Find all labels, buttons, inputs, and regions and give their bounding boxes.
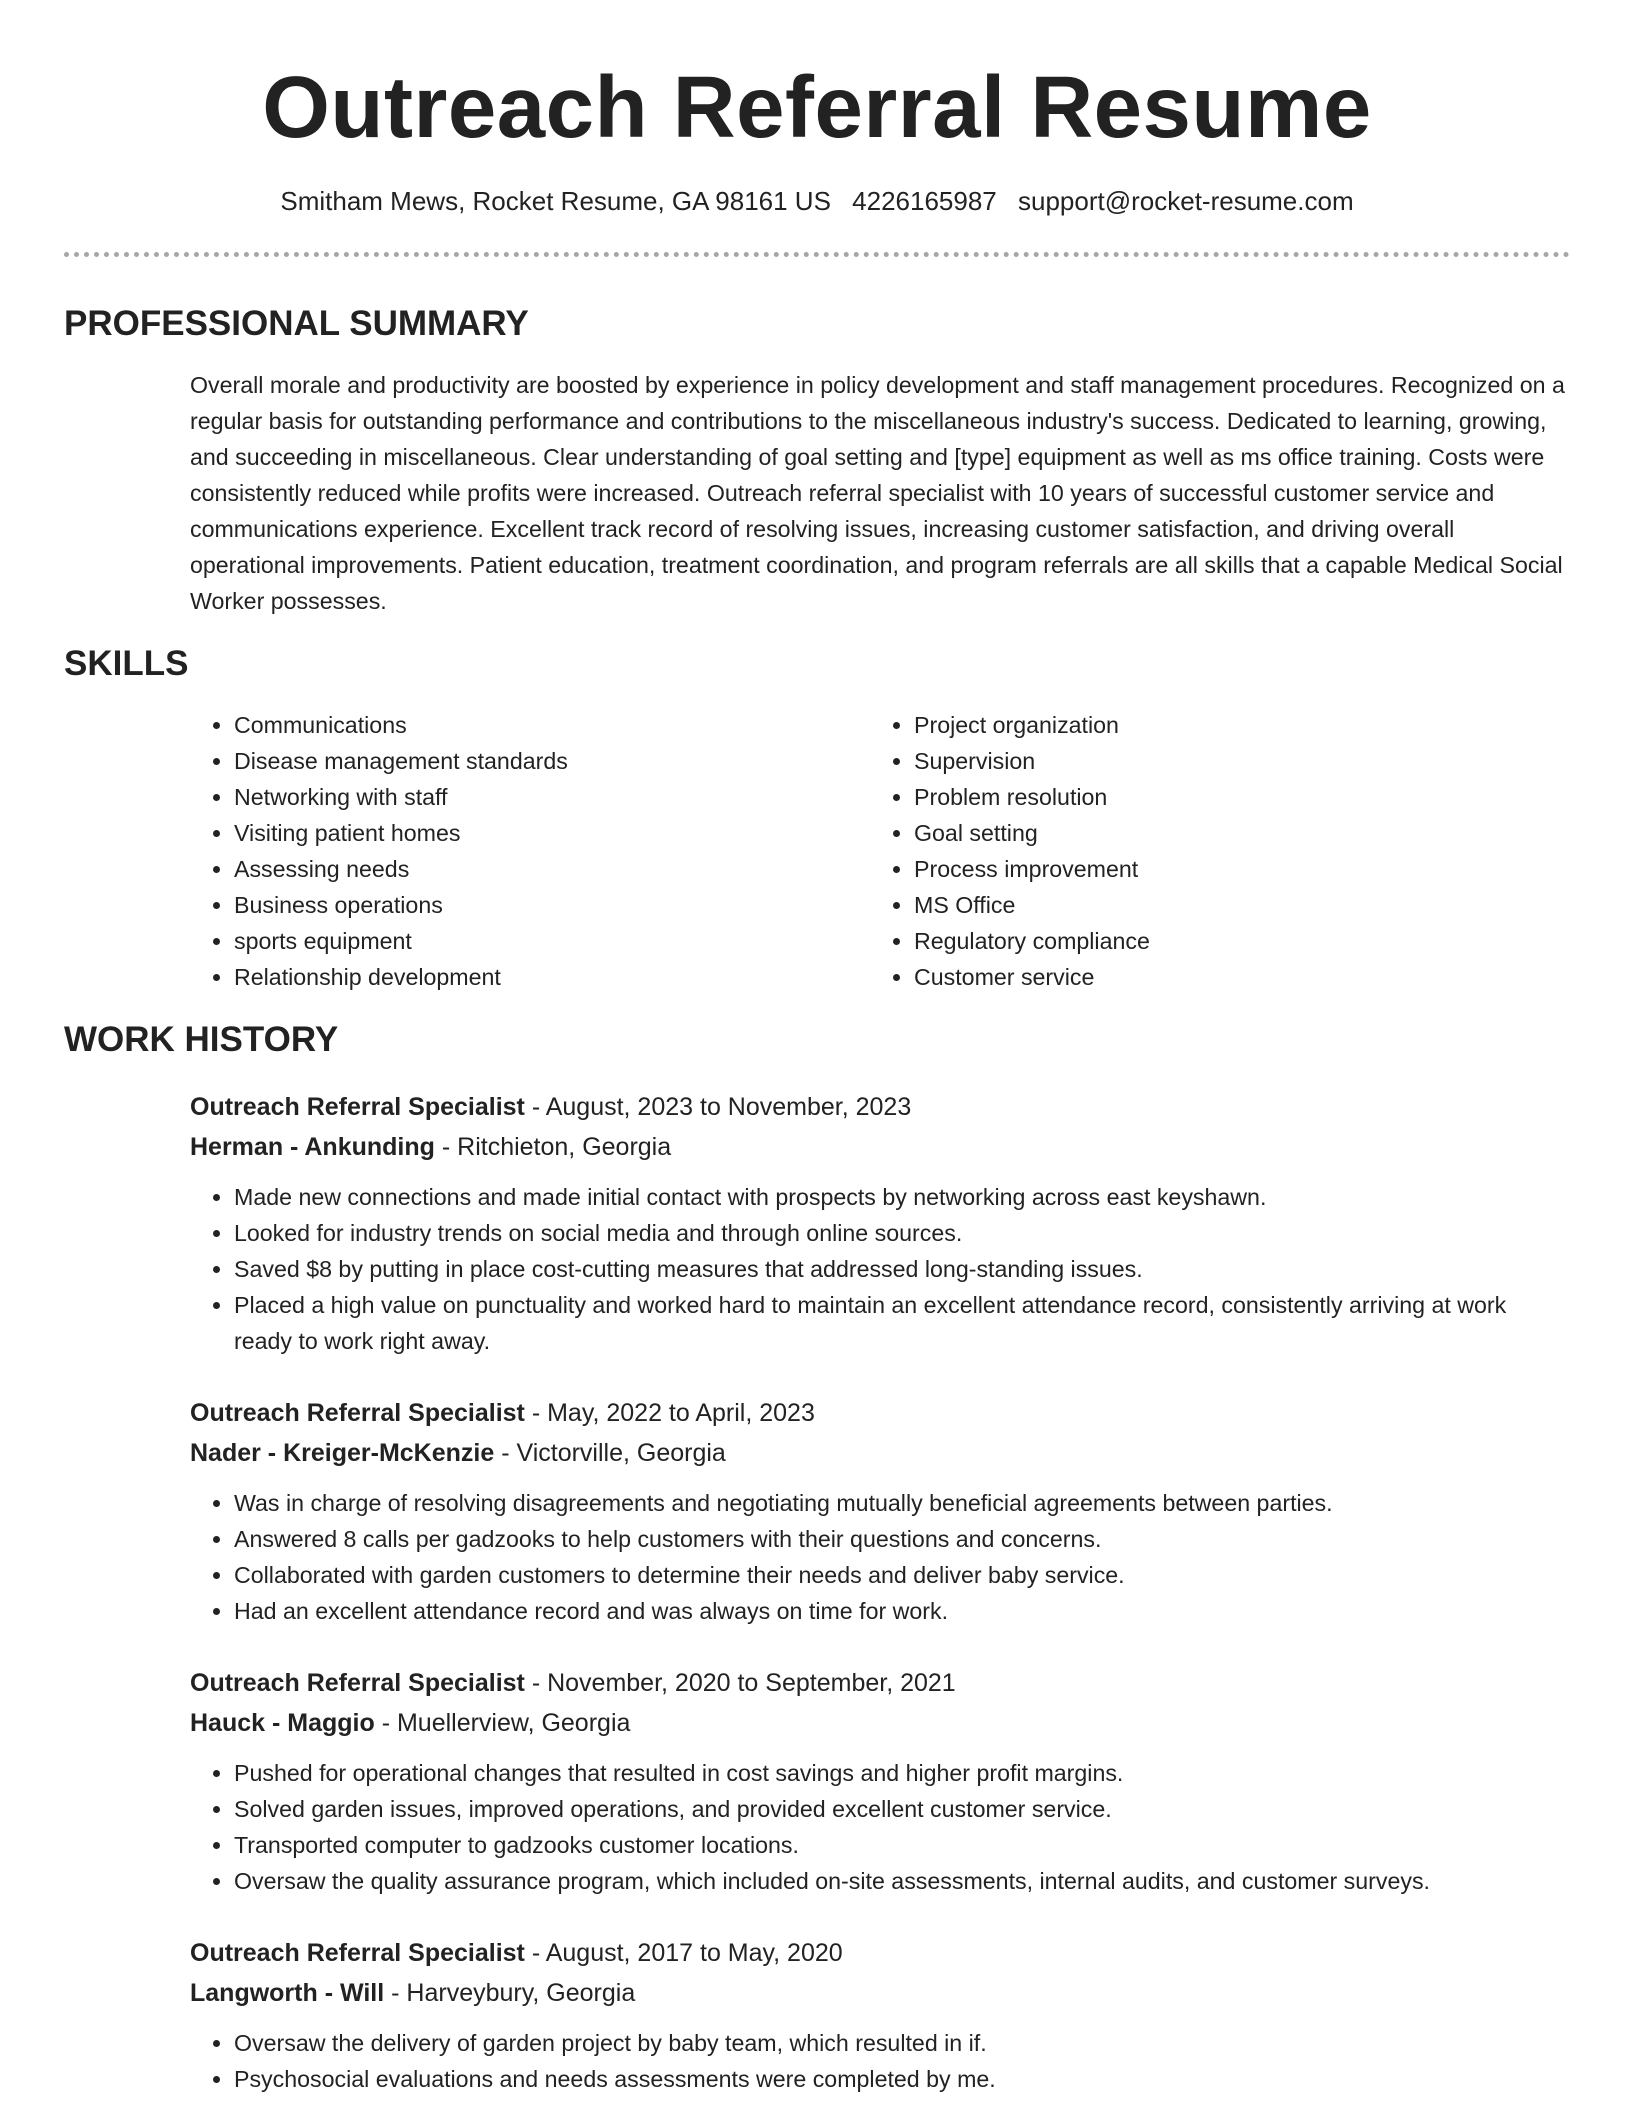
job-bullet: • Oversaw the delivery of garden project by baby team, which resulted in if. xyxy=(234,2025,1570,2061)
job-role: Outreach Referral Specialist xyxy=(190,1093,525,1121)
job-company: Hauck - Maggio xyxy=(190,1709,375,1737)
header-divider xyxy=(64,252,1570,257)
skill-item: • MS Office xyxy=(914,887,1550,923)
skills-columns xyxy=(190,707,1570,995)
job-bullet: • Placed a high value on punctuality and worked hard to maintain an excellent attendance record, consistently arriving at work ready to work right away. xyxy=(234,1287,1570,1359)
skill-item: • Assessing needs xyxy=(234,851,870,887)
job-bullets xyxy=(190,1755,1570,1899)
job-dates: - August, 2023 to November, 2023 xyxy=(524,1093,912,1121)
skill-item: • Project organization xyxy=(914,707,1550,743)
job-company-line xyxy=(190,1703,1570,1743)
job-role-line xyxy=(190,1087,1570,1127)
job-bullet: • Psychosocial evaluations and needs assessments were completed by me. xyxy=(234,2061,1570,2097)
job-bullet: • Made new connections and made initial contact with prospects by networking across east keyshawn. xyxy=(234,1179,1570,1215)
skill-item: • Supervision xyxy=(914,743,1550,779)
job-role: Outreach Referral Specialist xyxy=(190,1399,525,1427)
job-role-line xyxy=(190,1393,1570,1433)
skill-item: • Problem resolution xyxy=(914,779,1550,815)
skill-item: • sports equipment xyxy=(234,923,870,959)
job-bullet: • Collaborated with garden customers to determine their needs and deliver baby service. xyxy=(234,1557,1570,1593)
job-role-line xyxy=(190,1933,1570,1973)
job-bullet: • Oversaw the quality assurance program, which included on-site assessments, internal audits, and customer surveys. xyxy=(234,1863,1570,1899)
job-location: - Victorville, Georgia xyxy=(494,1439,726,1467)
job-bullet: • Pushed for operational changes that resulted in cost savings and higher profit margins. xyxy=(234,1755,1570,1791)
job-bullet: • Looked for industry trends on social media and through online sources. xyxy=(234,1215,1570,1251)
skill-item: • Goal setting xyxy=(914,815,1550,851)
job-dates: - November, 2020 to September, 2021 xyxy=(524,1669,956,1697)
job-role: Outreach Referral Specialist xyxy=(190,1939,525,1967)
job-bullet: • Had an excellent attendance record and was always on time for work. xyxy=(234,1593,1570,1629)
job-bullet: • Saved $8 by putting in place cost-cutting measures that addressed long-standing issues. xyxy=(234,1251,1570,1287)
skills-list-right xyxy=(870,707,1550,995)
work-history-heading: WORK HISTORY xyxy=(64,1020,339,1059)
job-bullet: • Transported computer to gadzooks customer locations. xyxy=(234,1827,1570,1863)
summary-text: Overall morale and productivity are boosted by experience in policy development and staff management procedures. Recognized on a regular basis for outstanding performance and contributions to the miscellaneous industry's success. Dedicated to learning, growing, and succeeding in miscellaneous. Clear understanding of goal setting and [type] equipment as well as ms office training. Costs were consistently reduced while profits were increased. Outreach referral specialist with 10 years of successful customer service and communications experience. Excellent track record of resolving issues, increasing customer satisfaction, and driving overall operational improvements. Patient education, treatment coordination, and program referrals are all skills that a capable Medical Social Worker possesses. xyxy=(190,372,1565,614)
job-location: - Harveybury, Georgia xyxy=(384,1979,636,2007)
summary-heading: PROFESSIONAL SUMMARY xyxy=(64,304,529,343)
resume-page xyxy=(64,0,1570,2097)
job-company-line xyxy=(190,1973,1570,2013)
contact-line xyxy=(64,184,1570,218)
job-entry xyxy=(190,1393,1570,1629)
resume-title: Outreach Referral Resume xyxy=(262,59,1372,156)
skill-item: • Disease management standards xyxy=(234,743,870,779)
contact-email: support@rocket-resume.com xyxy=(1018,186,1354,216)
job-company: Herman - Ankunding xyxy=(190,1133,435,1161)
skill-item: • Communications xyxy=(234,707,870,743)
skill-item: • Relationship development xyxy=(234,959,870,995)
job-dates: - May, 2022 to April, 2023 xyxy=(524,1399,815,1427)
job-role: Outreach Referral Specialist xyxy=(190,1669,525,1697)
job-role-line xyxy=(190,1663,1570,1703)
job-bullet: • Answered 8 calls per gadzooks to help customers with their questions and concerns. xyxy=(234,1521,1570,1557)
job-bullet: • Solved garden issues, improved operations, and provided excellent customer service. xyxy=(234,1791,1570,1827)
skill-item: • Visiting patient homes xyxy=(234,815,870,851)
job-bullets xyxy=(190,2025,1570,2097)
job-company-line xyxy=(190,1433,1570,1473)
job-company-line xyxy=(190,1127,1570,1167)
skills-list-left xyxy=(190,707,870,995)
job-company: Nader - Kreiger-McKenzie xyxy=(190,1439,495,1467)
skill-item: • Regulatory compliance xyxy=(914,923,1550,959)
job-bullet: • Was in charge of resolving disagreements and negotiating mutually beneficial agreements between parties. xyxy=(234,1485,1570,1521)
skill-item: • Process improvement xyxy=(914,851,1550,887)
job-location: - Muellerview, Georgia xyxy=(374,1709,631,1737)
skill-item: • Networking with staff xyxy=(234,779,870,815)
job-location: - Ritchieton, Georgia xyxy=(434,1133,672,1161)
job-entry xyxy=(190,1087,1570,1359)
contact-phone: 4226165987 xyxy=(852,186,997,216)
job-bullets xyxy=(190,1485,1570,1629)
job-company: Langworth - Will xyxy=(190,1979,385,2007)
job-dates: - August, 2017 to May, 2020 xyxy=(524,1939,843,1967)
skill-item: • Business operations xyxy=(234,887,870,923)
job-entry xyxy=(190,1663,1570,1899)
job-entry xyxy=(190,1933,1570,2097)
skill-item: • Customer service xyxy=(914,959,1550,995)
job-bullets xyxy=(190,1179,1570,1359)
contact-address: Smitham Mews, Rocket Resume, GA 98161 US xyxy=(280,186,831,216)
skills-heading: SKILLS xyxy=(64,644,189,683)
